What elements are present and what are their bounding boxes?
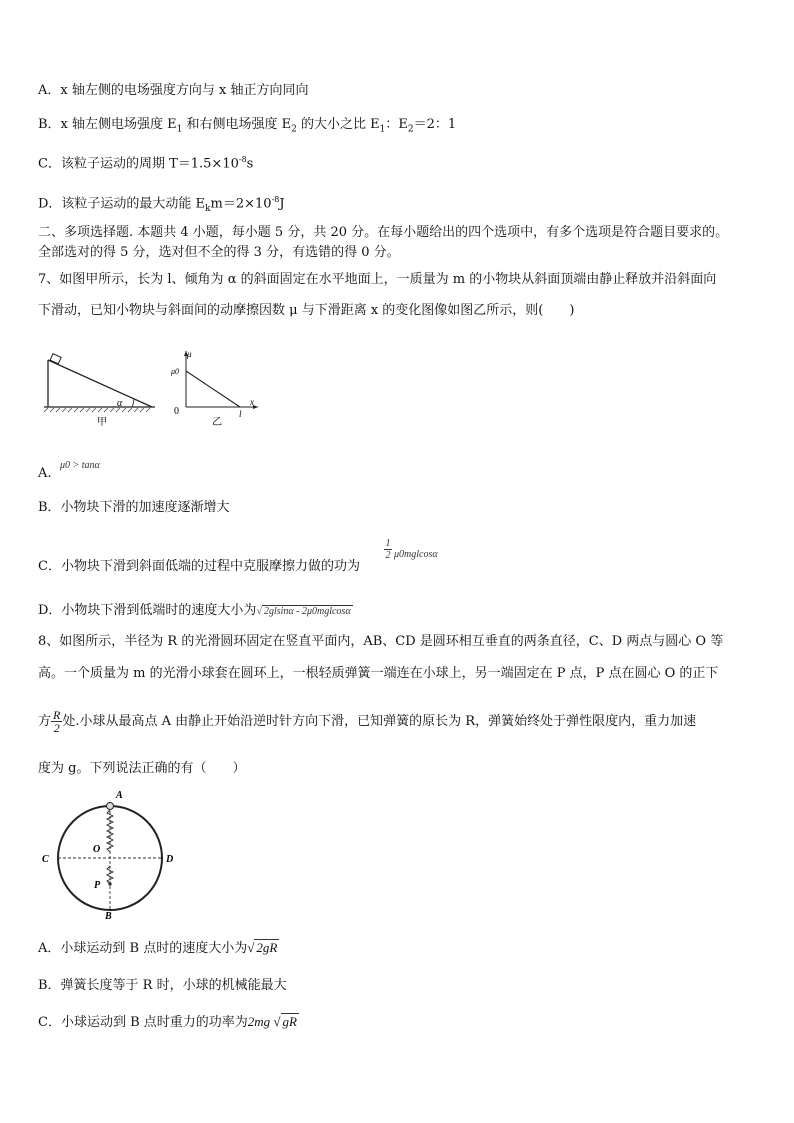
mu-decreasing-line — [186, 371, 240, 407]
q7-option-a-expr: μ0 > tanα — [60, 460, 100, 471]
q6-option-a: A．x 轴左侧的电场强度方向与 x 轴正方向同向 — [38, 83, 309, 98]
label-b: B — [105, 911, 112, 920]
q7-stem-line2: 下滑动，已知小物块与斜面间的动摩擦因数 μ 与下滑距离 x 的变化图像如图乙所示，则( ) — [38, 303, 575, 318]
axis-mu-label: μ — [187, 349, 192, 359]
label-c: C — [42, 854, 49, 865]
q6-option-b: B．x 轴左侧电场强度 $E_1$ 和右侧电场强度 $E_2$ 的大小之比 $E_1$：$E_2=2$：1 — [38, 117, 457, 135]
q8-stem-line3: 方 $\frac{R}{2}$ 处.小球从最高点 A 由静止开始沿逆时针方向下滑，已知弹簧的原长为 R，弹簧始终处于弹性限度内，重力加速 — [38, 708, 697, 735]
figure-yi-caption: 乙 — [212, 417, 222, 428]
incline-figure-jia — [40, 352, 160, 427]
q7-stem-line1: 7、如图甲所示，长为 l、倾角为 α 的斜面固定在水平地面上，一质量为 m 的小物块从斜面顶端由静止释放并沿斜面向 — [38, 272, 717, 287]
figure-jia-caption: 甲 — [97, 417, 107, 427]
q8-option-c: C．小球运动到 B 点时重力的功率为2mg √ gR — [38, 1014, 297, 1030]
q7-option-d: D．小物块下滑到低端时的速度大小为√ 2glsinα - 2μ0mglcosα — [38, 603, 351, 618]
section2-line1: 二、多项选择题. 本题共 4 小题，每小题 5 分，共 20 分。在每小题给出的四个选项中，有多个选项是符合题目要求的。 — [38, 225, 729, 240]
q7-option-a: A. — [38, 466, 52, 481]
q7-option-b: B．小物块下滑的加速度逐渐增大 — [38, 500, 230, 515]
l-label: l — [239, 409, 242, 419]
mu-x-graph-yi — [168, 347, 268, 429]
ball — [107, 803, 114, 810]
q8-stem-line1: 8、如图所示，半径为 R 的光滑圆环固定在竖直平面内，AB、CD 是圆环相互垂直的两条直径，C、D 两点与圆心 O 等 — [38, 634, 724, 649]
point-p-dot — [108, 882, 111, 885]
q8-option-a: A．小球运动到 B 点时的速度大小为√ 2gR — [38, 940, 278, 956]
section2-line2: 全部选对的得 5 分，选对但不全的得 3 分，有选错的得 0 分。 — [38, 245, 400, 260]
q8-stem-line4: 度为 g。下列说法正确的有（ ） — [38, 761, 246, 776]
q8-stem-line2: 高。一个质量为 m 的光滑小球套在圆环上，一根轻质弹簧一端连在小球上，另一端固定在 P 点，P 点在圆心 O 的正下 — [38, 666, 719, 681]
q7-option-c-expr: μ0mglcosα — [394, 549, 438, 560]
angle-alpha-label: α — [117, 398, 123, 409]
origin-label: 0 — [174, 406, 179, 417]
q6-option-d: D．该粒子运动的最大动能 $E_km=2\times 10^{-8}J$ — [38, 195, 285, 214]
label-d: D — [166, 854, 174, 865]
axis-x-label: x — [250, 397, 254, 407]
q6-option-c: C．该粒子运动的周期 $T=1.5\times 10^{-8}s$ — [38, 155, 254, 172]
ring-figure — [38, 788, 183, 920]
q7-option-c-fraction: 1 2 — [385, 538, 391, 561]
label-a: A — [116, 790, 123, 801]
q8-option-b: B．弹簧长度等于 R 时，小球的机械能最大 — [38, 978, 287, 993]
mu0-label: μ0 — [171, 367, 180, 376]
label-o: O — [93, 844, 101, 855]
q7-option-c: C．小物块下滑到斜面低端的过程中克服摩擦力做的功为 — [38, 559, 360, 574]
label-p: P — [94, 880, 101, 891]
